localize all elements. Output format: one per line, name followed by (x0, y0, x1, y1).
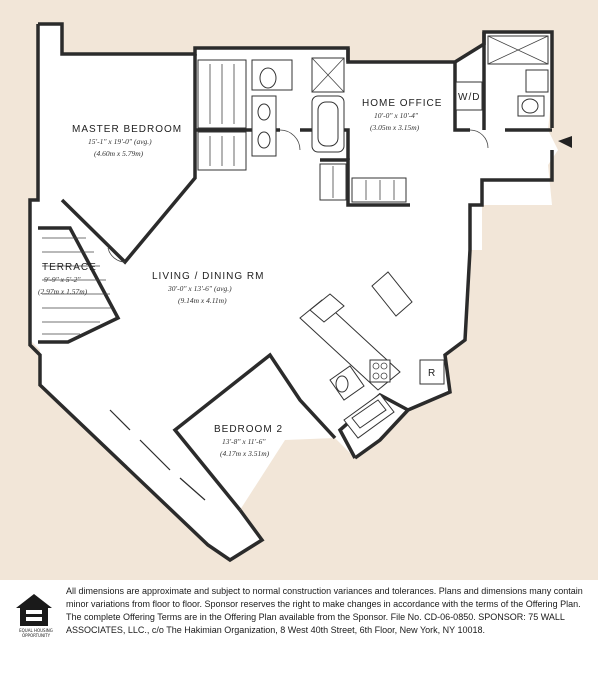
equal-housing-icon (14, 592, 54, 632)
disclaimer-text: All dimensions are approximate and subject to normal construction variances and tolerances. Plans and dimensions many contain minor variations from floor to floor. Sponsor reserves the right to make changes in accordance with the terms of the Offering Plan. The complete Offering Terms are in the Offering Plan available from the Sponsor. File No. CD-06-0850. SPONSOR: 75 WALL ASSOCIATES, LLC., c/o The Hakimian Organization, 8 West 40th Street, 6th Floor, New York, NY 10018. (66, 586, 583, 635)
bedroom-2-metric: (4.17m x 3.51m) (220, 449, 270, 458)
master-bedroom-metric: (4.60m x 5.79m) (94, 149, 144, 158)
master-bedroom-dimensions: 15'-1" x 19'-0" (avg.) (88, 137, 152, 146)
terrace-label: TERRACE (42, 262, 97, 273)
living-dining-dimensions: 30'-0" x 13'-6" (avg.) (168, 284, 232, 293)
refrigerator-label: R (428, 368, 437, 379)
washer-dryer-label: W/D (458, 92, 481, 103)
bedroom-2-dimensions: 13'-8" x 11'-6" (222, 437, 266, 446)
master-bedroom-label: MASTER BEDROOM (72, 124, 183, 135)
master-closets (198, 60, 246, 170)
terrace-metric: (2.97m x 1.57m) (38, 287, 88, 296)
terrace-dimensions: 9'-9" x 5'-2" (44, 275, 81, 284)
home-office-label: HOME OFFICE (362, 98, 443, 109)
equal-housing-text: EQUAL HOUSING OPPORTUNITY (19, 628, 53, 638)
home-office-dimensions: 10'-0" x 10'-4" (374, 111, 419, 120)
living-dining-metric: (9.14m x 4.11m) (178, 296, 227, 305)
home-office-metric: (3.05m x 3.15m) (370, 123, 420, 132)
living-dining-label: LIVING / DINING RM (152, 271, 265, 282)
bedroom-2-label: BEDROOM 2 (214, 424, 284, 435)
footer (0, 580, 598, 675)
